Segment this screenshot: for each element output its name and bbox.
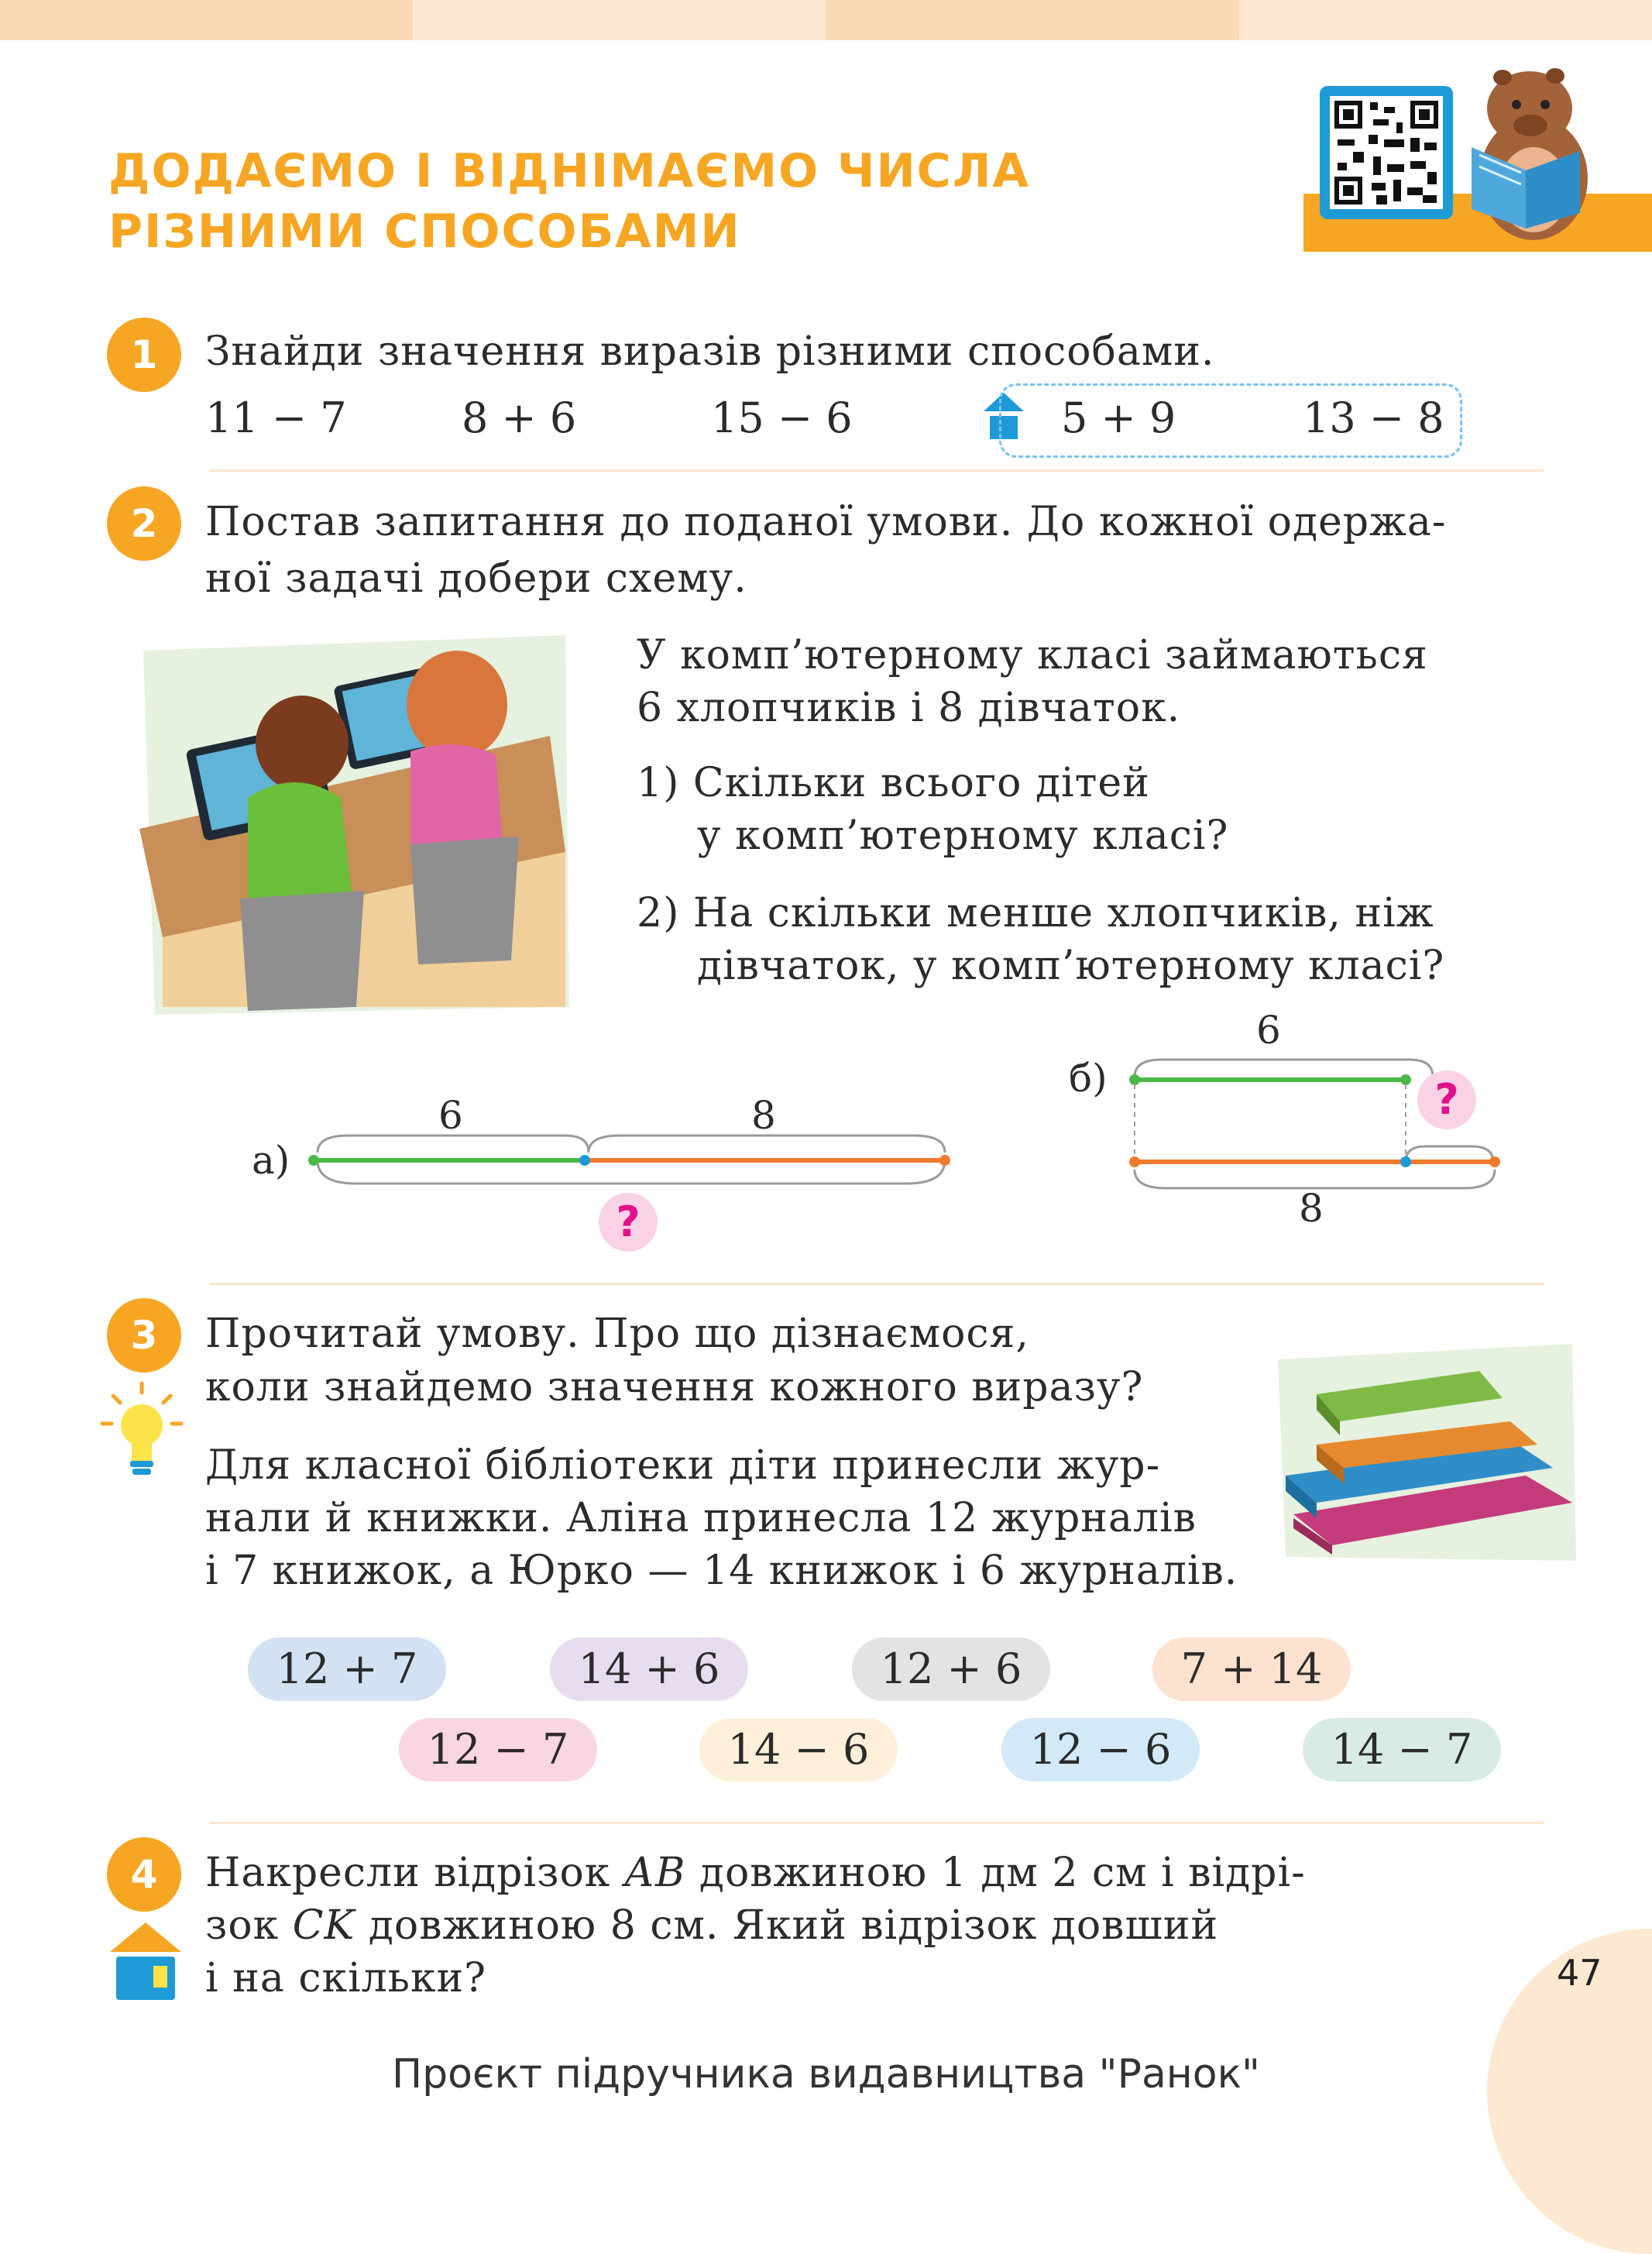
footer-text: Проєкт підручника видавництва "Ранок"	[392, 2051, 1260, 2098]
segment-ck-label: СK	[292, 1902, 355, 1949]
task-1-expr-1: 11 − 7	[205, 393, 347, 442]
task-3-condition-line2: нали й книжки. Аліна принесла 12 журналів	[205, 1495, 1197, 1541]
page-title	[108, 141, 1193, 262]
task-1-instruction: Знайди значення виразів різними способами.	[205, 328, 1215, 375]
divider-3	[209, 1822, 1544, 1824]
lightbulb-icon	[99, 1379, 184, 1483]
segment-ab-label: АВ	[623, 1850, 686, 1896]
task-3-instruction-line2: коли знайдемо значення кожного виразу?	[205, 1364, 1144, 1410]
task-4-line1	[205, 1847, 1306, 1899]
task-4-line2-post: довжиною 8 см. Який відрізок довший	[355, 1902, 1219, 1949]
expr-pill-12-minus-7: 12 − 7	[399, 1718, 597, 1782]
capybara-reading-icon	[1456, 54, 1611, 240]
page-title-line1: ДОДАЄМО І ВІДНІМАЄМО ЧИСЛА	[108, 144, 1030, 198]
top-bar-seg-1	[0, 0, 413, 40]
task-4-line1-pre: Накресли відрізок	[205, 1850, 624, 1896]
task-1-expr-5: 13 − 8	[1303, 393, 1444, 442]
books-stack-icon	[1270, 1336, 1580, 1572]
expr-pill-7-plus-14: 7 + 14	[1152, 1637, 1351, 1701]
divider-2	[209, 1283, 1544, 1285]
scheme-b-bottom-value: 8	[1299, 1186, 1324, 1231]
task-3-instruction-line1: Прочитай умову. Про що дізнаємося,	[205, 1311, 1029, 1357]
scheme-b-question-icon	[1417, 1070, 1476, 1129]
qr-code-icon[interactable]	[1320, 86, 1453, 219]
task-3-number: 3	[107, 1298, 181, 1373]
task-4-line2	[205, 1899, 1218, 1952]
task-1-expr-2: 8 + 6	[462, 393, 577, 442]
task-2-condition-line1: У комп’ютерному класі займаються	[637, 632, 1428, 679]
top-bar-seg-4	[1239, 0, 1652, 40]
task-2-question-2-line1: 2) На скільки менше хлопчиків, ніж	[637, 890, 1434, 936]
task-2-question-1-line1: 1) Скільки всього дітей	[637, 760, 1150, 806]
task-2-condition-line2: 6 хлопчиків і 8 дівчаток.	[637, 685, 1181, 731]
task-2-number: 2	[107, 486, 181, 561]
scheme-a-diagram	[302, 1131, 960, 1196]
page-number: 47	[1557, 1952, 1602, 1994]
task-4-line2-pre: зок	[205, 1902, 293, 1949]
scheme-a-question-icon	[599, 1193, 658, 1252]
house-icon-large	[108, 1921, 183, 2006]
task-4-number: 4	[107, 1837, 181, 1912]
task-3-condition-line1: Для класної бібліотеки діти принесли жур-	[205, 1442, 1161, 1489]
scheme-a-right-value: 8	[751, 1093, 776, 1138]
scheme-b-top-value: 6	[1256, 1008, 1281, 1053]
task-1-expr-3: 15 − 6	[711, 393, 853, 442]
top-bar	[0, 0, 1652, 40]
divider-1	[209, 469, 1544, 472]
scheme-a-label: а)	[252, 1138, 290, 1183]
task-4-line1-post: довжиною 1 дм 2 см і відрі-	[685, 1850, 1306, 1896]
expr-pill-14-minus-7: 14 − 7	[1303, 1718, 1501, 1782]
top-bar-seg-2	[413, 0, 826, 40]
children-computers-icon	[132, 620, 573, 1026]
scheme-b-question-mark: ?	[1434, 1075, 1459, 1124]
scheme-a-left-value: 6	[438, 1093, 463, 1138]
task-2-question-2-line2: дівчаток, у комп’ютерному класі?	[697, 943, 1445, 989]
scheme-b-label: б)	[1069, 1056, 1108, 1101]
expr-pill-14-minus-6: 14 − 6	[699, 1718, 898, 1782]
page-title-line2: РІЗНИМИ СПОСОБАМИ	[108, 204, 741, 259]
task-4-line3: і на скільки?	[205, 1955, 486, 2001]
task-2-instruction-line1: Постав запитання до поданої умови. До кожної одержа-	[205, 499, 1447, 545]
expr-pill-12-plus-7: 12 + 7	[248, 1637, 446, 1701]
expr-pill-12-plus-6: 12 + 6	[852, 1637, 1050, 1701]
expr-pill-14-plus-6: 14 + 6	[550, 1637, 748, 1701]
task-2-question-1-line2: у комп’ютерному класі?	[697, 813, 1229, 859]
task-3-condition-line3: і 7 книжок, а Юрко — 14 книжок і 6 журналів.	[205, 1548, 1238, 1594]
top-bar-seg-3	[826, 0, 1239, 40]
task-1-number: 1	[107, 318, 181, 392]
task-2-instruction-line2: ної задачі добери схему.	[205, 555, 747, 602]
expr-pill-12-minus-6: 12 − 6	[1001, 1718, 1200, 1782]
task-1-expr-4: 5 + 9	[1061, 393, 1176, 442]
scheme-a-question-mark: ?	[616, 1197, 641, 1246]
